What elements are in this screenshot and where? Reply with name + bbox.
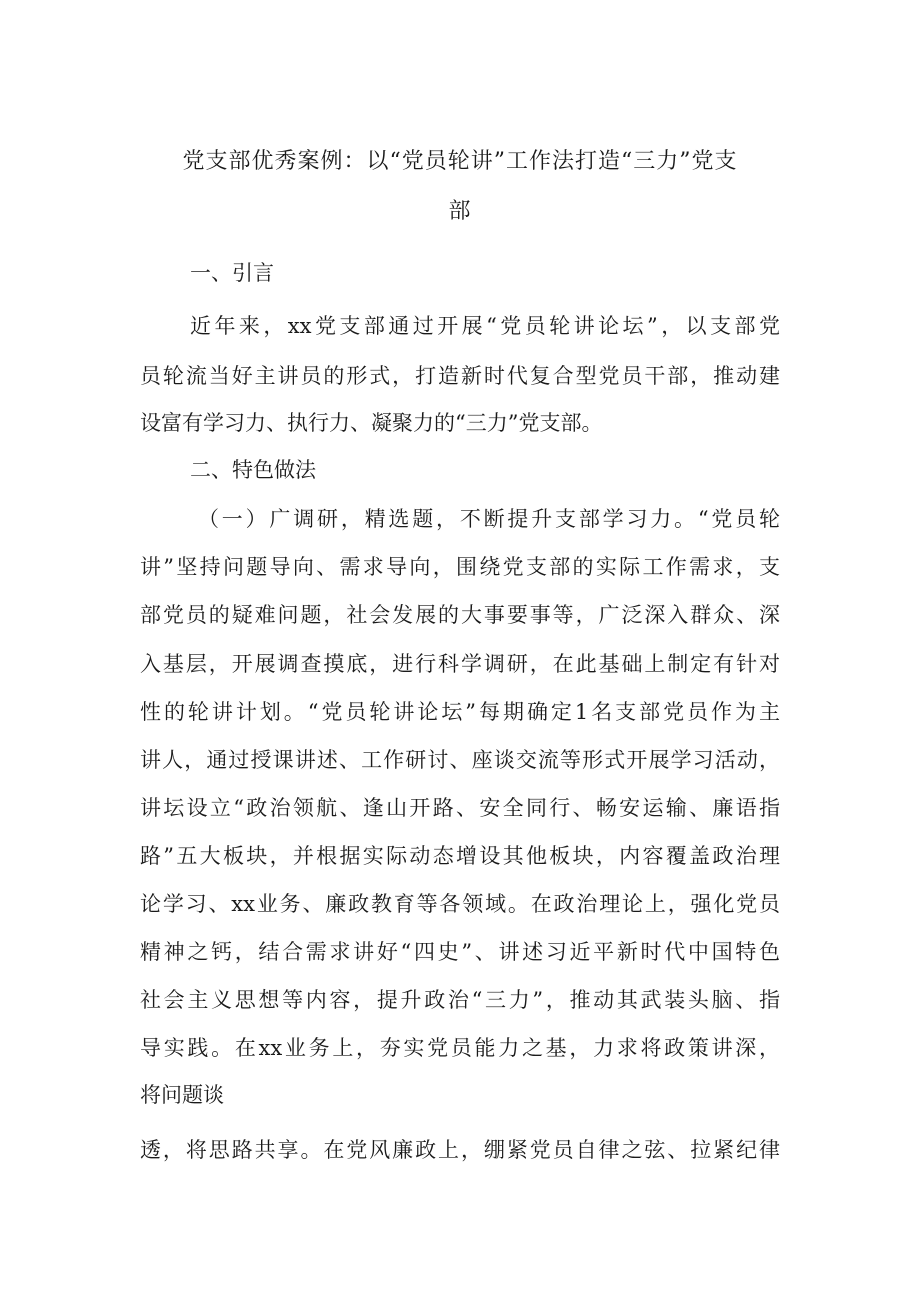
- paragraph-line: 社会主义思想等内容，提升政治“三力”，推动其武装头脑、指: [140, 988, 780, 1012]
- section-heading-introduction: 一、引言: [190, 261, 274, 285]
- paragraph-line: 讲坛设立“政治领航、逢山开路、安全同行、畅安运输、廉语指: [140, 796, 780, 820]
- paragraph-line: 导实践。在xx业务上，夯实党员能力之基，力求将政策讲深，: [140, 1036, 780, 1060]
- paragraph-line: 员轮流当好主讲员的形式，打造新时代复合型党员干部，推动建: [140, 364, 780, 388]
- paragraph-line: 路”五大板块，并根据实际动态增设其他板块，内容覆盖政治理: [140, 844, 780, 868]
- paragraph-line: 论学习、xx业务、廉政教育等各领域。在政治理论上，强化党员: [140, 892, 780, 916]
- paragraph-line: （一）广调研，精选题，不断提升支部学习力。“党员轮: [198, 507, 780, 531]
- paragraph-line: 讲”坚持问题导向、需求导向，围绕党支部的实际工作需求，支: [140, 555, 780, 579]
- document-title-line-1: 党支部优秀案例：以“党员轮讲”工作法打造“三力”党支: [182, 149, 738, 174]
- paragraph-line: 近年来，xx党支部通过开展“党员轮讲论坛”，以支部党: [190, 314, 780, 338]
- paragraph-line: 部党员的疑难问题，社会发展的大事要事等，广泛深入群众、深: [140, 603, 780, 627]
- paragraph-line: 讲人，通过授课讲述、工作研讨、座谈交流等形式开展学习活动，: [140, 748, 780, 772]
- section-heading-practices: 二、特色做法: [190, 458, 316, 482]
- paragraph-line: 性的轮讲计划。“党员轮讲论坛”每期确定1名支部党员作为主: [140, 700, 780, 724]
- paragraph-line: 将问题谈: [140, 1083, 224, 1107]
- paragraph-line: 精神之钙，结合需求讲好“四史”、讲述习近平新时代中国特色: [140, 940, 780, 964]
- paragraph-line: 设富有学习力、执行力、凝聚力的“三力”党支部。: [140, 411, 603, 435]
- paragraph-line: 入基层，开展调查摸底，进行科学调研，在此基础上制定有针对: [140, 652, 780, 676]
- document-title-line-2: 部: [448, 199, 472, 224]
- paragraph-line: 透，将思路共享。在党风廉政上，绷紧党员自律之弦、拉紧纪律: [140, 1138, 780, 1162]
